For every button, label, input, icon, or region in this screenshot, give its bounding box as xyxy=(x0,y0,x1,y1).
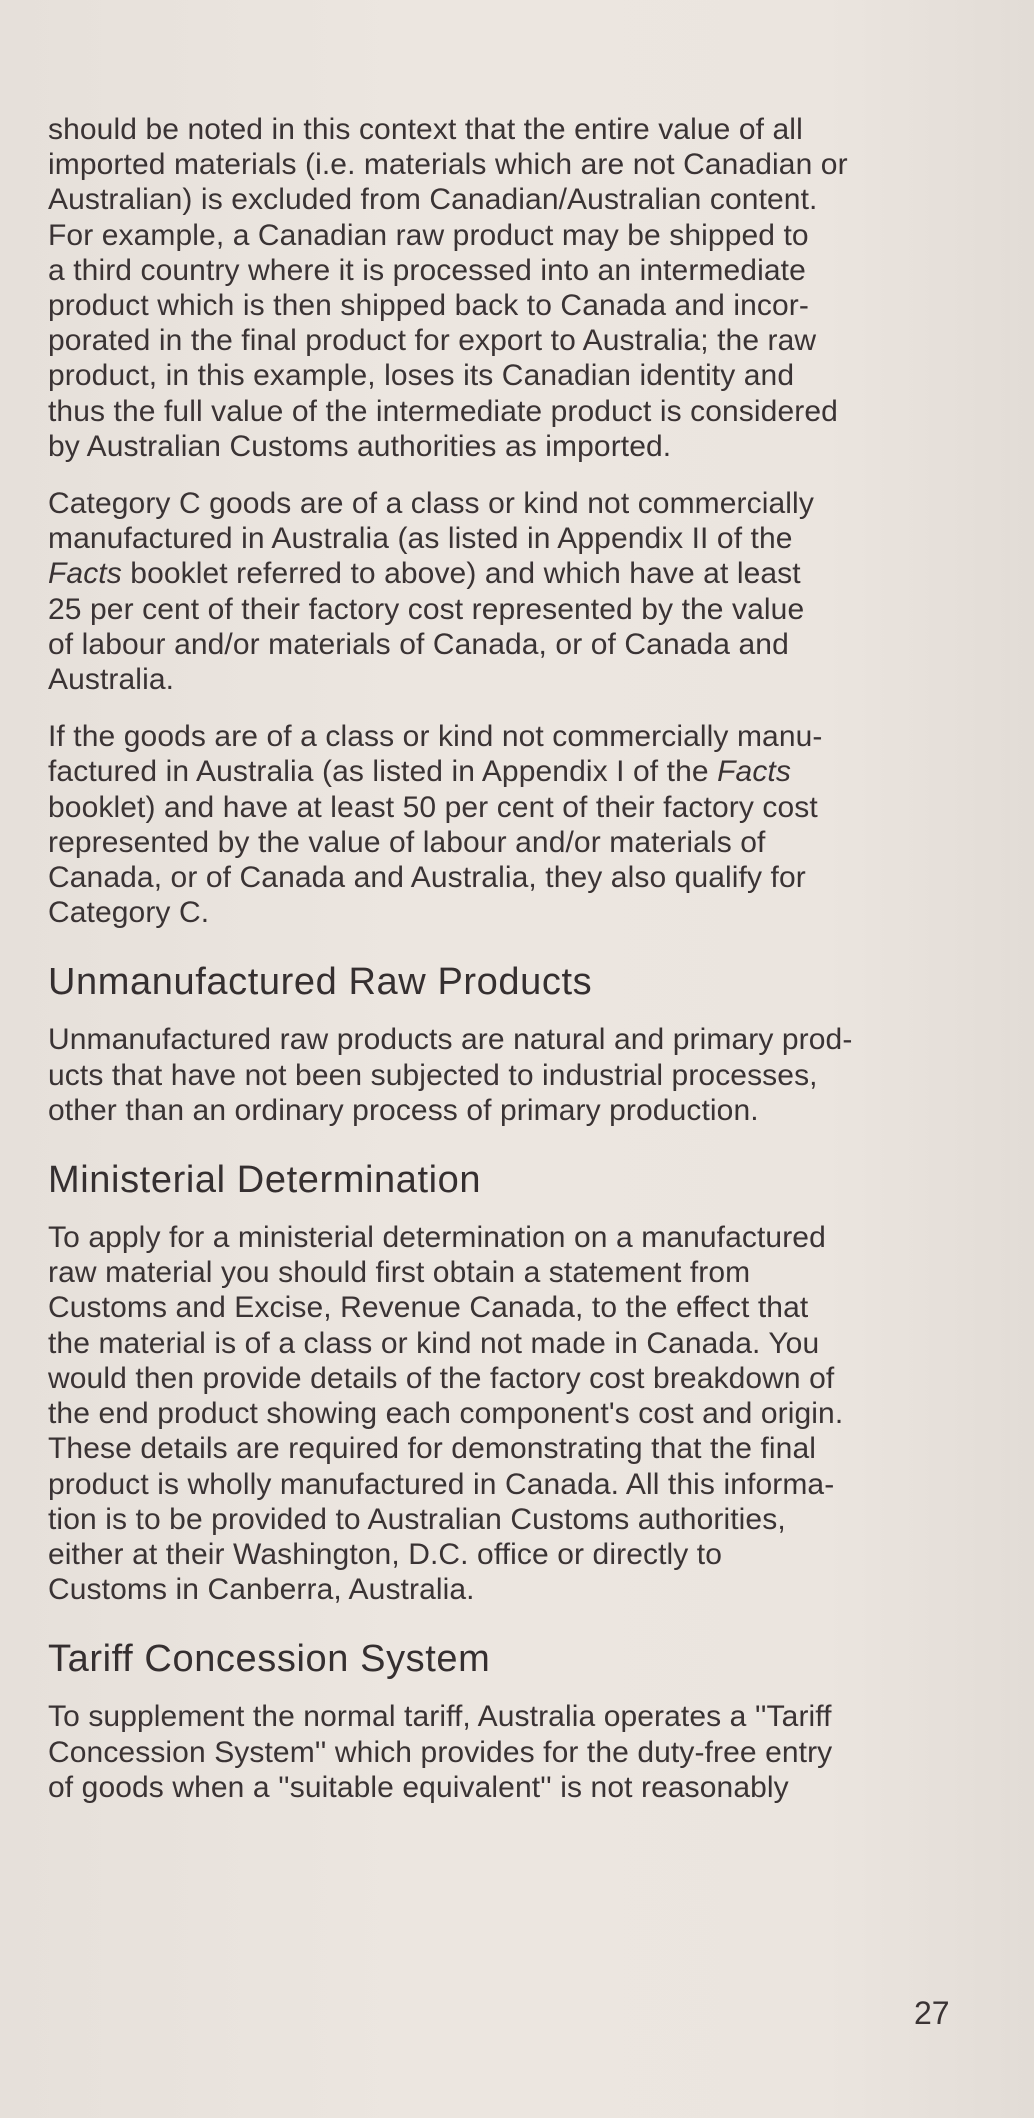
heading-unmanufactured-raw-products: Unmanufactured Raw Products xyxy=(48,961,593,1004)
heading-ministerial-determination: Ministerial Determination xyxy=(48,1159,482,1202)
paragraph-category-c xyxy=(48,486,988,697)
paragraph-category-c-part1: Category C goods are of a class or kind not commercially manufactured in Australia (as listed in Appendix II of the xyxy=(48,487,814,556)
paragraph-category-c-qualify xyxy=(48,719,988,930)
page-content xyxy=(48,112,988,1827)
paragraph-category-c-qualify-part1: If the goods are of a class or kind not commercially manu- factured in Australia (as listed in Appendix I of the xyxy=(48,720,823,789)
paragraph-category-c-part2: booklet referred to above) and which have at least 25 per cent of their factory cost represented by the value of labour and/or materials of Canada, or of Canada and Australia. xyxy=(48,557,805,697)
facts-booklet-title: Facts xyxy=(48,557,122,591)
paragraph-tariff-concession-system: To supplement the normal tariff, Australia operates a ''Tariff Concession System'' which provides for the duty-free entry of goods when a ''suitable equivalent'' is not reasonably xyxy=(48,1700,833,1804)
paragraph-ministerial-determination: To apply for a ministerial determination on a manufactured raw material you should first obtain a statement from Customs and Excise, Revenue Canada, to the effect that the material is of a class or kind not made in Canada. You would then provide details of the factory cost breakdown of the end product showing each component's cost and origin. These details are required for demonstrating that the final product is wholly manufactured in Canada. All this informa- tion is to be provided to Australian Customs authorities, either at their Washington, D.C. office or directly to Customs in Canberra, Australia. xyxy=(48,1221,844,1607)
paragraph-unmanufactured-raw-products: Unmanufactured raw products are natural and primary prod- ucts that have not been subjected to industrial processes, other than an ordinary process of primary production. xyxy=(48,1023,853,1127)
paragraph-imported-materials: should be noted in this context that the entire value of all imported materials (i.e. materials which are not Canadian or Australian) is excluded from Canadian/Australian content. For example, a Canadian raw product may be shipped to a third country where it is processed into an intermediate product which is then shipped back to Canada and incor- porated in the final product for export to Australia; the raw product, in this example, loses its Canadian identity and thus the full value of the intermediate product is considered by Australian Customs authorities as imported. xyxy=(48,113,848,463)
page-number: 27 xyxy=(914,1995,950,2031)
facts-booklet-title: Facts xyxy=(717,755,791,789)
heading-tariff-concession-system: Tariff Concession System xyxy=(48,1638,491,1681)
paragraph-category-c-qualify-part2: booklet) and have at least 50 per cent of their factory cost represented by the value of labour and/or materials of Canada, or of Canada and Australia, they also qualify for Category C. xyxy=(48,790,818,930)
